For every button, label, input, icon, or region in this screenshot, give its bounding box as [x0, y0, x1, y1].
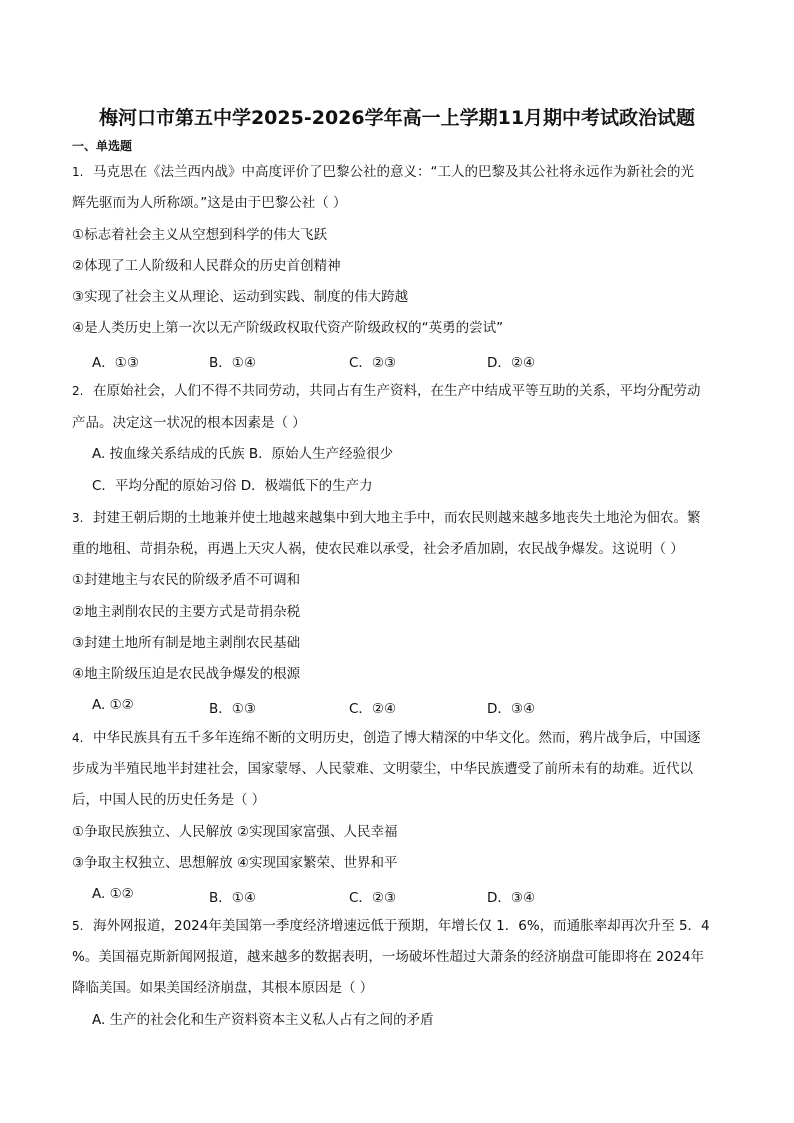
- page-title: 梅河口市第五中学2025-2026学年高一上学期11月期中考试政治试题: [98, 107, 696, 129]
- question-3-item-4: ④地主阶级压迫是农民战争爆发的根源: [72, 666, 301, 682]
- question-1-item-1: ①标志着社会主义从空想到科学的伟大飞跃: [72, 227, 328, 243]
- question-1-option-d: D．②④: [487, 355, 536, 371]
- question-4-items-line-2: ③争取主权独立、思想解放 ④实现国家繁荣、世界和平: [72, 855, 398, 871]
- question-2-options-line-2: C．平均分配的原始习俗 D．极端低下的生产力: [92, 478, 373, 494]
- question-5-line-3: 降临美国。如果美国经济崩盘，其根本原因是（ ）: [72, 980, 374, 996]
- question-2-line-2: 产品。决定这一状况的根本因素是（ ）: [72, 415, 306, 431]
- question-1-line-1: [72, 163, 694, 181]
- question-4-line-3: 后，中国人民的历史任务是（ ）: [72, 792, 266, 808]
- question-text: 中华民族具有五千多年连绵不断的文明历史，创造了博大精深的中华文化。然而，鸦片战争后，中国逐: [93, 730, 701, 746]
- question-1-option-a: A．①③: [92, 355, 139, 371]
- question-3-option-a: A. ①②: [92, 697, 134, 713]
- question-number: 2.: [72, 384, 84, 398]
- question-2-options-line-1: A. 按血缘关系结成的氏族 B．原始人生产经验很少: [92, 446, 394, 462]
- question-1-item-4: ④是人类历史上第一次以无产阶级政权取代资产阶级政权的“英勇的尝试”: [72, 320, 504, 336]
- question-2-line-1: [72, 382, 701, 400]
- question-3-item-3: ③封建土地所有制是地主剥削农民基础: [72, 635, 301, 651]
- question-number: 3.: [72, 511, 84, 525]
- question-3-option-d: D．③④: [487, 701, 536, 717]
- question-1-line-2: 辉先驱而为人所称颂。”这是由于巴黎公社（ ）: [72, 195, 347, 211]
- question-4-option-d: D．③④: [487, 890, 536, 906]
- question-4-option-a: A. ①②: [92, 886, 134, 902]
- question-3-line-2: 重的地租、苛捐杂税，再遇上天灾人祸，使农民难以承受，社会矛盾加剧，农民战争爆发。这说明（ ）: [72, 541, 684, 557]
- question-1-option-b: B．①④: [209, 355, 256, 371]
- question-1-item-3: ③实现了社会主义从理论、运动到实践、制度的伟大跨越: [72, 289, 409, 305]
- question-3-item-1: ①封建地主与农民的阶级矛盾不可调和: [72, 572, 301, 588]
- question-4-option-b: B．①④: [209, 890, 256, 906]
- question-number: 1.: [72, 165, 84, 179]
- question-1-option-c: C．②③: [349, 355, 397, 371]
- question-number: 4.: [72, 731, 84, 745]
- question-number: 5.: [72, 919, 84, 933]
- question-5-line-2: %。美国福克斯新闻网报道，越来越多的数据表明，一场破坏性超过大萧条的经济崩盘可能即将在 2024年: [72, 949, 704, 965]
- question-3-item-2: ②地主剥削农民的主要方式是苛捐杂税: [72, 604, 301, 620]
- question-3-option-b: B．①③: [209, 701, 256, 717]
- question-4-option-c: C．②③: [349, 890, 397, 906]
- question-3-line-1: [72, 509, 701, 527]
- question-4-line-1: [72, 729, 701, 747]
- question-1-item-2: ②体现了工人阶级和人民群众的历史首创精神: [72, 258, 341, 274]
- question-5-option-a: A. 生产的社会化和生产资料资本主义私人占有之间的矛盾: [92, 1012, 434, 1028]
- question-text: 封建王朝后期的土地兼并使土地越来越集中到大地主手中，而农民则越来越多地丧失土地沦为佃农。繁: [93, 510, 701, 526]
- question-text: 马克思在《法兰西内战》中高度评价了巴黎公社的意义：“工人的巴黎及其公社将永远作为新社会的光: [93, 164, 694, 180]
- question-3-option-c: C．②④: [349, 701, 397, 717]
- question-4-items-line-1: ①争取民族独立、人民解放 ②实现国家富强、人民幸福: [72, 824, 398, 840]
- section-heading: 一、单选题: [72, 139, 133, 153]
- question-4-line-2: 步成为半殖民地半封建社会，国家蒙辱、人民蒙难、文明蒙尘，中华民族遭受了前所未有的劫难。近代以: [72, 761, 693, 777]
- question-text: 在原始社会，人们不得不共同劳动，共同占有生产资料，在生产中结成平等互助的关系，平均分配劳动: [93, 383, 701, 399]
- question-5-line-1: [72, 917, 710, 935]
- question-text: 海外网报道，2024年美国第一季度经济增速远低于预期，年增长仅 1．6%，而通胀率却再次升至 5．4: [93, 918, 710, 934]
